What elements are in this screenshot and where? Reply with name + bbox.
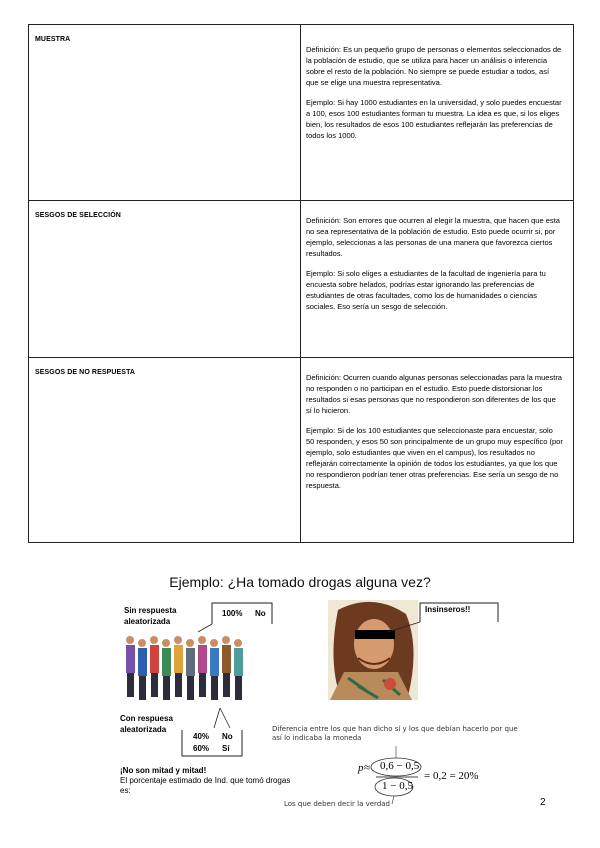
person-head — [162, 639, 170, 647]
definition-text: Definición: Es un pequeño grupo de personas o elementos seleccionados de la población de estudio, que se utiliza para hacer un análisis o inferencia sobre el resto de la población. No siempre se puede estudiar a todos, así que se elige una muestra representativa. — [306, 45, 562, 87]
person-head — [138, 639, 146, 647]
table-row — [29, 25, 574, 201]
formula-p: p — [358, 762, 364, 774]
person-body — [198, 645, 207, 673]
example-text: Ejemplo: Si hay 1000 estudiantes en la universidad, y solo puedes encuestar a 100, esos 100 estudiantes forman tu muestra. La idea es que, si los eliges bien, los resultados de esos 100 estudiantes reflejarán las preferencias de todos los 1000. — [306, 98, 562, 140]
definition-text: Definición: Ocurren cuando algunas personas seleccionadas para la muestra no responden o no participan en el estudio. Esto puede distorsionar los resultados si esas personas que no respondieron son diferentes de los que sí lo hicieron. — [306, 373, 562, 415]
formula-denominator: 1 − 0,5 — [382, 780, 413, 792]
person-body — [162, 648, 171, 676]
person-legs — [187, 676, 194, 700]
definition-text: Definición: Son errores que ocurren al elegir la muestra, que hacen que esta no sea representativa de la población de estudio. Esto puede ocurrir si, por ejemplo, seleccionas a las personas de una manera que favorezca ciertos resultados. — [306, 216, 560, 258]
person-body — [126, 645, 135, 673]
top-pct: 100% — [222, 609, 243, 618]
people-group-illustration — [120, 630, 250, 705]
ans-si: Sí — [222, 744, 230, 753]
person-body — [222, 645, 231, 673]
definitions-table — [28, 24, 574, 543]
term-cell: SESGOS DE SELECCIÓN — [35, 212, 121, 219]
person-body — [138, 648, 147, 676]
term-cell: MUESTRA — [35, 36, 71, 43]
person-legs — [163, 676, 170, 700]
person-body — [210, 648, 219, 676]
answer-box-bottom — [180, 700, 260, 760]
person-legs — [223, 673, 230, 697]
person-legs — [211, 676, 218, 700]
person-head — [210, 639, 218, 647]
porcentaje-line1: El porcentaje estimado de Ind. que tomó drogas — [120, 776, 291, 785]
example-text: Ejemplo: Si solo eliges a estudiantes de la facultad de ingeniería para tu encuesta sobre helados, podrías estar ignorando las preferencias de estudiantes de otras facultades, como los de humanidades o ciencias sociales. Eso sería un sesgo de selección. — [306, 269, 546, 311]
top-answer: No — [255, 609, 266, 618]
slide-title: Ejemplo: ¿Ha tomado drogas alguna vez? — [169, 574, 431, 590]
person-body — [186, 648, 195, 676]
person-head — [234, 639, 242, 647]
note-truth: Los que deben decir la verdad — [284, 800, 390, 808]
person-legs — [199, 673, 206, 697]
person-legs — [235, 676, 242, 700]
person-head — [186, 639, 194, 647]
person-head — [126, 636, 134, 644]
person-legs — [151, 673, 158, 697]
person-body — [234, 648, 243, 676]
insinseros-label: Insinseros!! — [425, 605, 471, 614]
porcentaje-line2: es: — [120, 786, 131, 795]
ans-no: No — [222, 732, 233, 741]
formula-result: = 0,2 = 20% — [424, 770, 479, 782]
person-legs — [127, 673, 134, 697]
con-respuesta-label — [120, 713, 173, 735]
person-head — [198, 636, 206, 644]
example-text: Ejemplo: Si de los 100 estudiantes que seleccionaste para encuestar, solo 50 responden, y esos 50 son principalmente de un grupo muy específico (por ejemplo, solo estudiantes que viven en el campus), los resultados no reflejarán correctamente la opinión de todos los estudiantes, ya que los que no respondieron podrían tener otras preferencias. Ese sería un sesgo de no respuesta. — [306, 426, 563, 490]
term-cell: SESGOS DE NO RESPUESTA — [35, 369, 136, 376]
note-difference: Diferencia entre los que han dicho sí y los que debían hacerlo por que así lo indicaba la moneda — [272, 725, 518, 742]
sin-respuesta-label: Sin respuesta aleatorizada — [124, 606, 177, 626]
page-number: 2 — [540, 797, 546, 808]
no-mitad-heading: ¡No son mitad y mitad! — [120, 766, 207, 775]
person-body — [150, 645, 159, 673]
portrait-illustration — [328, 600, 418, 700]
person-legs — [175, 673, 182, 697]
porcentaje-text — [120, 776, 290, 796]
table-row — [29, 201, 574, 358]
person-head — [174, 636, 182, 644]
pct-60: 60% — [193, 744, 210, 753]
person-body — [174, 645, 183, 673]
answer-box-top — [210, 600, 280, 630]
person-head — [222, 636, 230, 644]
con-respuesta-line1: Con respuesa — [120, 714, 173, 723]
person-legs — [139, 676, 146, 700]
pct-40: 40% — [193, 732, 210, 741]
person-head — [150, 636, 158, 644]
con-respuesta-line2: aleatorizada — [120, 725, 167, 734]
formula-approx: ≈ — [364, 762, 371, 774]
table-row — [29, 358, 574, 543]
formula-numerator: 0,6 − 0,5 — [380, 760, 420, 772]
